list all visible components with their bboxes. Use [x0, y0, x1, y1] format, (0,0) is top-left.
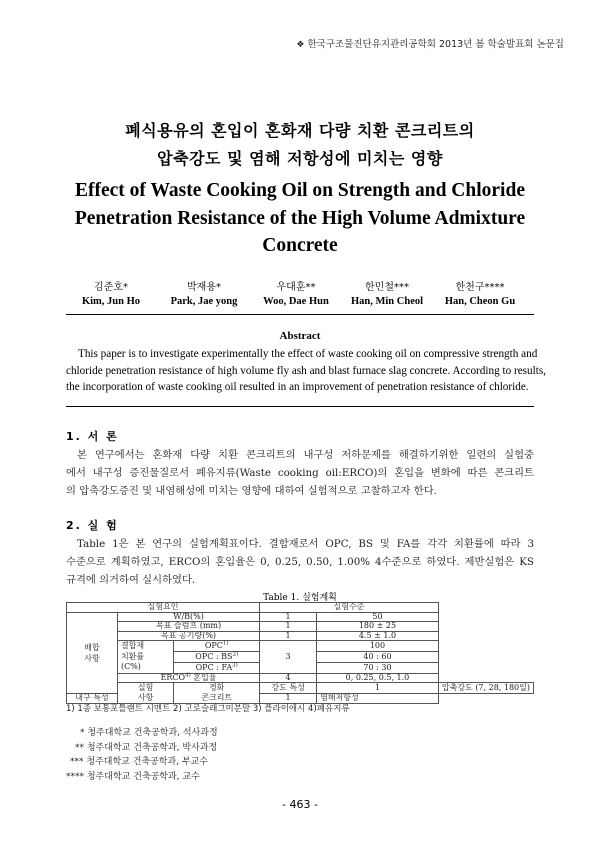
footnote-marker: 3)	[232, 662, 238, 668]
affiliation-line: **** 청주대학교 건축공학과, 교수	[66, 771, 200, 782]
table-cell	[174, 641, 260, 652]
abstract-line: the incorporation of waste cooking oil resulted in an improvement of penetration resistance of chloride.	[66, 381, 529, 393]
abstract-line: chloride penetration resistance of high volume fly ash and blast furnace slag concrete. According to results,	[66, 364, 546, 377]
table-cell: 염해저항성	[317, 693, 439, 704]
page-number: - 463 -	[282, 798, 318, 811]
table-cell: W/B(%)	[117, 612, 259, 622]
author-name-english: Han, Cheon Gu	[444, 296, 516, 307]
table-cell-text: OPC : BS	[195, 651, 233, 661]
table-cell: 3	[260, 641, 317, 674]
author-name-korean: 우대훈**	[276, 282, 316, 293]
author-5	[425, 278, 535, 307]
table-cell: 목표 공기량(%)	[117, 631, 259, 641]
section-1-body	[66, 446, 534, 500]
table-cell	[174, 652, 260, 663]
table-cell: 180 ± 25	[317, 622, 439, 632]
affiliations	[66, 726, 218, 784]
table-row	[67, 641, 534, 652]
running-header	[296, 36, 564, 50]
table-cell: 40 : 60	[317, 652, 439, 663]
table-group-mix: 배합 사항	[67, 612, 118, 693]
table-row	[67, 612, 534, 622]
table-cell: 50	[317, 612, 439, 622]
title-english-line-3: Concrete	[262, 235, 338, 256]
body-line: 본 연구에서는 혼화재 다량 치환 콘크리트의 내구성 저하문제를 해결하기위한 일련의 실험중	[77, 449, 534, 461]
section-2-body	[66, 535, 534, 589]
footnote-marker: 2)	[232, 651, 239, 658]
table-row	[67, 683, 534, 694]
author-name-korean: 김준호*	[94, 282, 128, 293]
table-cell: 1	[317, 683, 439, 694]
affiliation-line: *** 청주대학교 건축공학과, 부교수	[70, 757, 208, 767]
table-cell: 4.5 ± 1.0	[317, 631, 439, 641]
table-cell: 1	[260, 622, 317, 632]
affiliation-line: ** 청주대학교 건축공학과, 박사과정	[75, 742, 218, 753]
table-cell: 1	[260, 631, 317, 641]
author-name-korean: 한천구****	[455, 282, 505, 293]
table-cell: 70 : 30	[317, 663, 439, 674]
author-name-english: Park, Jae yong	[170, 296, 238, 307]
table-cell-hardened: 경화 콘크리트	[174, 683, 260, 704]
table-row	[67, 673, 534, 683]
author-name-english: Kim, Jun Ho	[81, 296, 141, 307]
body-line: 에서 내구성 증진물질로서 폐유지류(Waste cooking oil:ERCO)의 혼입을 변화에 따른 콘크리트	[66, 467, 534, 479]
table-footnote: 1) 1종 보통포틀랜트 시멘트 2) 고로슬래그미분말 3) 플라이애시 4)폐유지류	[66, 704, 350, 714]
body-line: 수준으로 계획하였고, ERCO의 혼입율은 0, 0.25, 0.50, 1.00% 4수준으로 하였다. 제반실험은 KS	[66, 556, 534, 568]
body-line: Table 1은 본 연구의 실험계획표이다. 결합재로서 OPC, BS 및 FA를 각각 치환률에 따라 3	[77, 538, 534, 550]
abstract-heading: Abstract	[279, 330, 321, 342]
title-korean-line-1: 폐식용유의 혼입이 혼화재 다량 치환 콘크리트의	[125, 121, 475, 140]
body-line: 규격에 의거하여 실시하였다.	[66, 574, 196, 586]
title-korean-line-2: 압축강도 및 염해 저항성에 미치는 영향	[157, 149, 443, 168]
table-cell-text: OPC : FA	[195, 662, 233, 672]
author-divider	[66, 314, 534, 315]
title-english-line-2: Penetration Resistance of the High Volume Admixture	[74, 208, 526, 229]
table-row	[67, 603, 534, 613]
diamond-bullet-icon: ❖	[296, 40, 305, 50]
table-group-test: 실험 사항	[117, 683, 173, 704]
table-cell: 내구 특성	[67, 693, 118, 704]
footnote-marker: 4)	[185, 672, 191, 679]
title-english-line-1: Effect of Waste Cooking Oil on Strength and Chloride	[75, 180, 525, 201]
table-row	[67, 622, 534, 632]
section-1-heading: 1. 서 론	[66, 430, 119, 443]
table-caption: Table 1. 실험계획	[263, 593, 337, 603]
table-cell: 1	[260, 612, 317, 622]
table-cell-text: OPC	[204, 640, 223, 650]
table-cell: 100	[317, 641, 439, 652]
section-2-heading: 2. 실 험	[66, 519, 119, 532]
table-1	[66, 602, 534, 704]
abstract-line: This paper is to investigate experimentally the effect of waste cooking oil on compressive strength and	[78, 348, 538, 360]
table-cell: 1	[260, 693, 317, 704]
body-line: 의 압축강도증진 및 내염해성에 미치는 영향에 대하여 실험적으로 고찰하고자 한다.	[66, 485, 437, 497]
abstract-text	[66, 346, 546, 396]
author-name-english: Han, Min Cheol	[350, 296, 424, 307]
table-cell: 4	[260, 673, 317, 683]
affiliation-line: * 청주대학교 건축공학과, 석사과정	[80, 728, 218, 738]
table-header-factor: 실험요인	[67, 603, 260, 613]
table-cell	[117, 673, 259, 683]
author-name-english: Woo, Dae Hun	[263, 296, 329, 307]
abstract-divider	[66, 406, 534, 407]
running-header-text: 한국구조물진단유지관리공학회 2013년 봄 학술발표회 논문집	[307, 39, 564, 50]
table-row	[67, 631, 534, 641]
table-cell-text: ERCO	[160, 672, 186, 682]
table-cell: 0, 0.25, 0.5, 1.0	[317, 673, 439, 683]
author-name-korean: 박재용*	[187, 282, 221, 293]
table-cell: 압축강도 (7, 28, 180일)	[438, 683, 533, 694]
author-name-korean: 한민철***	[365, 282, 409, 293]
table-header-level: 실험수준	[260, 603, 439, 613]
footnote-marker: 1)	[222, 640, 229, 647]
table-cell: 목표 슬럼프 (mm)	[117, 622, 259, 632]
table-cell-binder: 결합재 치환률 (C%)	[117, 641, 173, 674]
table-cell: 강도 특성	[260, 683, 317, 694]
table-cell-text: 혼입율	[190, 672, 217, 682]
